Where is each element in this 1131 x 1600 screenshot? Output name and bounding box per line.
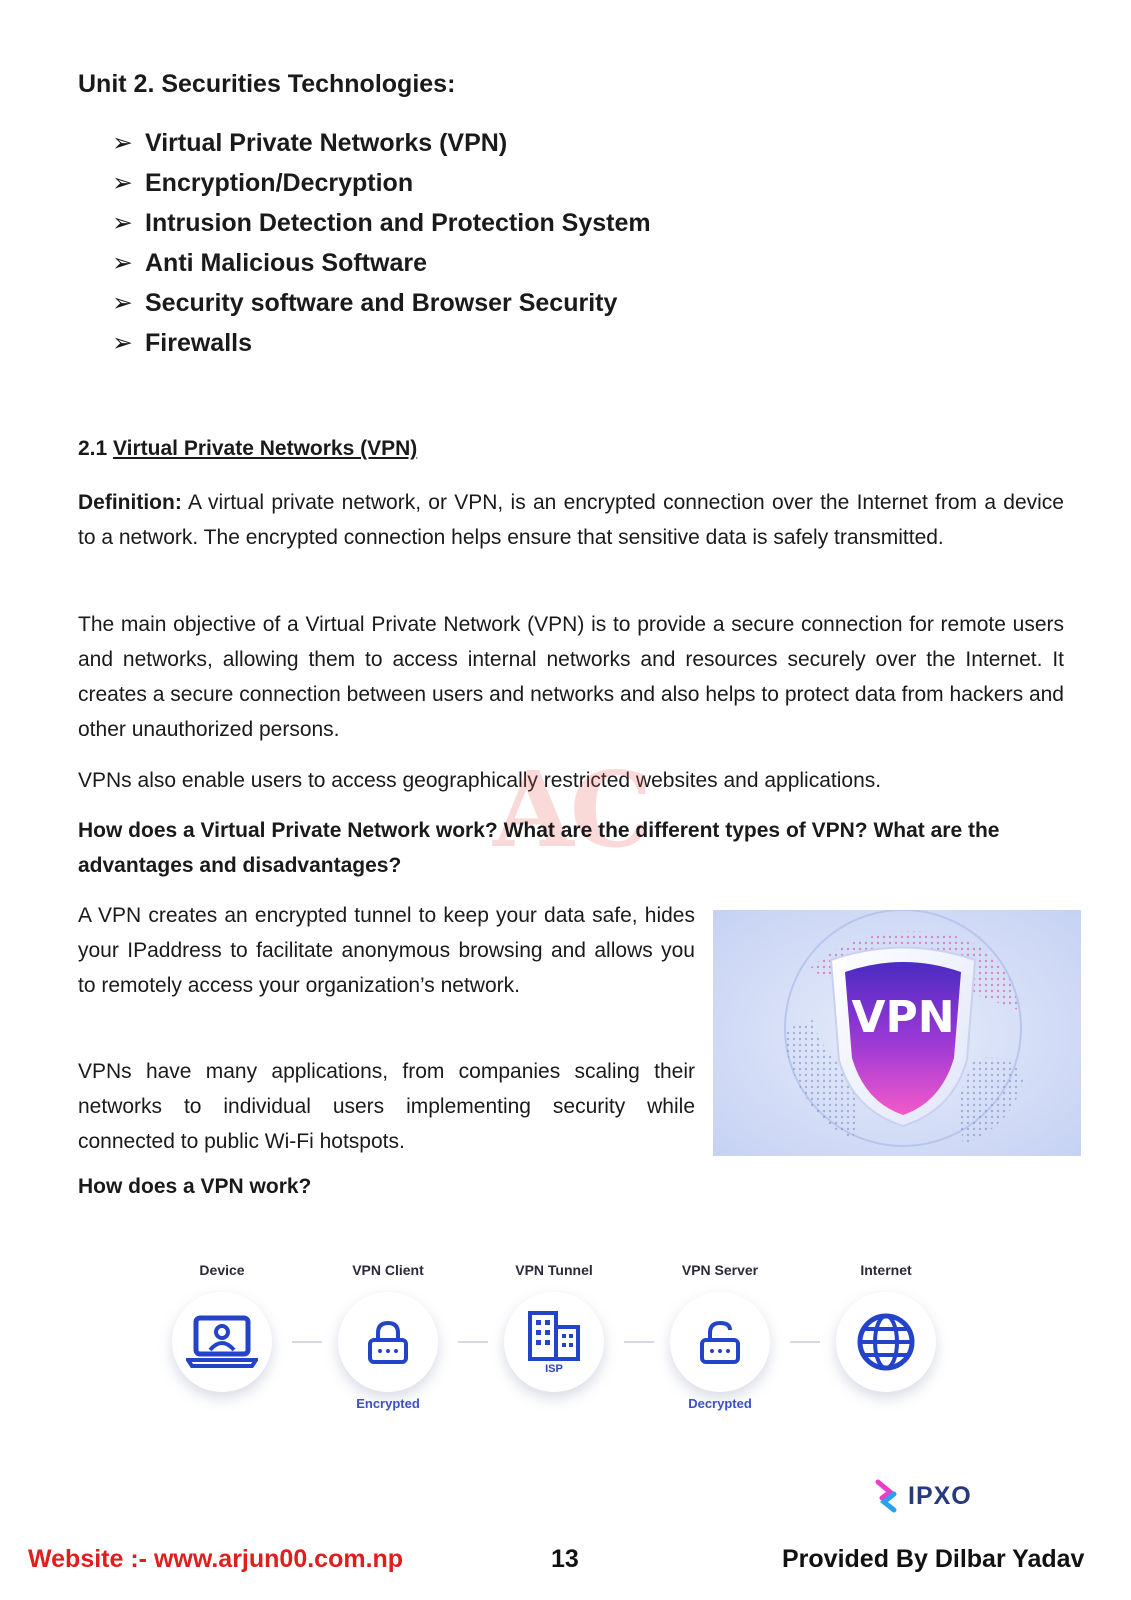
connector-line xyxy=(292,1341,322,1343)
list-item: ➢ Encryption/Decryption xyxy=(112,163,651,203)
page-number: 13 xyxy=(551,1545,579,1573)
flow-node-label: Device xyxy=(199,1262,245,1278)
list-item: ➢ Firewalls xyxy=(112,323,651,363)
arrow-bullet-icon: ➢ xyxy=(112,129,133,157)
arrow-bullet-icon: ➢ xyxy=(112,169,133,197)
ipxo-mark-icon xyxy=(874,1478,902,1514)
geo-paragraph: VPNs also enable users to access geographically restricted websites and applications. xyxy=(78,769,882,792)
ipxo-logo xyxy=(874,1478,972,1514)
connector-line xyxy=(458,1341,488,1343)
laptop-user-icon xyxy=(186,1314,258,1370)
device-node xyxy=(172,1292,272,1392)
internet-node xyxy=(836,1292,936,1392)
topic-list xyxy=(112,123,651,363)
vpn-flow-diagram xyxy=(154,1262,974,1422)
footer-provider: Provided By Dilbar Yadav xyxy=(782,1545,1085,1573)
section-heading xyxy=(78,437,417,461)
vpn-shield-image xyxy=(713,910,1081,1156)
list-item: ➢ Intrusion Detection and Protection System xyxy=(112,203,651,243)
lock-icon xyxy=(364,1318,412,1366)
question-heading: How does a Virtual Private Network work? What are the different types of VPN? What are the advantages and disadvantages? xyxy=(78,819,1000,877)
applications-paragraph: VPNs have many applications, from companies scaling their networks to individual users implementing security while connected to public Wi-Fi hotspots. xyxy=(78,1060,695,1153)
arrow-bullet-icon: ➢ xyxy=(112,329,133,357)
building-icon xyxy=(524,1309,584,1361)
list-item: ➢ Virtual Private Networks (VPN) xyxy=(112,123,651,163)
globe-icon xyxy=(855,1311,917,1373)
footer-website: Website :- www.arjun00.com.np xyxy=(28,1545,404,1573)
section-title: Virtual Private Networks (VPN) xyxy=(113,437,418,460)
definition-label: Definition: xyxy=(78,491,182,514)
vpn-tunnel-node xyxy=(504,1292,604,1392)
encrypted-label: Encrypted xyxy=(356,1396,420,1411)
arrow-bullet-icon: ➢ xyxy=(112,289,133,317)
isp-badge: ISP xyxy=(545,1363,563,1375)
list-item: ➢ Security software and Browser Security xyxy=(112,283,651,323)
arrow-bullet-icon: ➢ xyxy=(112,249,133,277)
objective-paragraph: The main objective of a Virtual Private Network (VPN) is to provide a secure connection for remote users and networks, allowing them to access internal networks and resources securely over the Internet. It creates a secure connection between users and networks and also helps to protect data from hackers and other unauthorized persons. xyxy=(78,613,1064,741)
unit-title: Unit 2. Securities Technologies: xyxy=(78,70,456,98)
connector-line xyxy=(624,1341,654,1343)
shield-label: VPN xyxy=(851,992,955,1043)
vpn-server-node xyxy=(670,1292,770,1392)
flow-node-label: VPN Tunnel xyxy=(515,1262,593,1278)
arrow-bullet-icon: ➢ xyxy=(112,209,133,237)
section-number: 2.1 xyxy=(78,437,108,460)
definition-text: A virtual private network, or VPN, is an encrypted connection over the Internet from a device to a network. The encrypted connection helps ensure that sensitive data is safely transmitted. xyxy=(78,491,1064,549)
connector-line xyxy=(790,1341,820,1343)
definition-paragraph xyxy=(78,485,1064,555)
flow-node-label: VPN Server xyxy=(681,1262,759,1278)
flow-node-label: VPN Client xyxy=(352,1262,424,1278)
list-item: ➢ Anti Malicious Software xyxy=(112,243,651,283)
unlock-icon xyxy=(696,1318,744,1366)
decrypted-label: Decrypted xyxy=(688,1396,752,1411)
brand-name: IPXO xyxy=(908,1481,972,1510)
how-heading: How does a VPN work? xyxy=(78,1175,312,1198)
tunnel-paragraph: A VPN creates an encrypted tunnel to keep your data safe, hides your IPaddress to facilitate anonymous browsing and allows you to remotely access your organization’s network. xyxy=(78,904,695,997)
flow-node-label: Internet xyxy=(860,1262,912,1278)
watermark-logo: AC xyxy=(493,748,649,871)
vpn-client-node xyxy=(338,1292,438,1392)
